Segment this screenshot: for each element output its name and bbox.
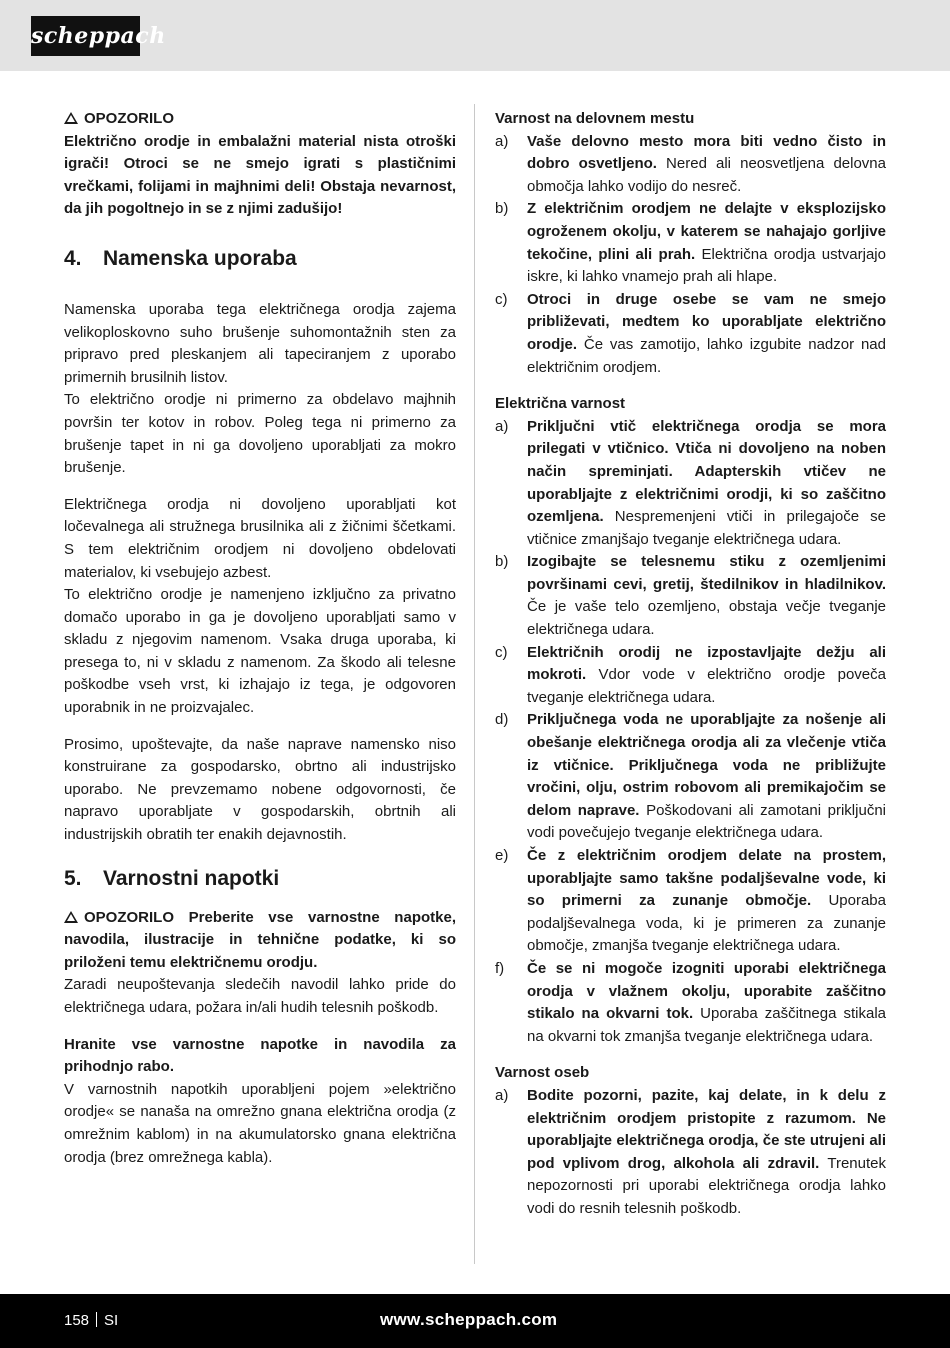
list-item bbox=[495, 131, 886, 199]
list-item-text bbox=[527, 551, 886, 641]
list-item-bold: Če se ni mogoče izogniti uporabi električnega orodja v vlažnem okolju, uporabite zaščitno stikalo na okvarni tok. bbox=[527, 959, 886, 1023]
left-column bbox=[64, 108, 456, 1169]
list-item-label: a) bbox=[495, 132, 509, 150]
list-item-label: f) bbox=[495, 959, 505, 977]
header-bar bbox=[0, 0, 950, 71]
list-item-normal: Poškodovani ali zamotani priključni vodi povečujejo tveganje električnega udara. bbox=[527, 801, 886, 842]
list-item-text bbox=[527, 131, 886, 199]
list-item bbox=[495, 198, 886, 288]
list-item-normal: Uporaba podaljševalnega voda, ki je primeren za zunanje območje, zmanjša tveganje električnega udara. bbox=[527, 892, 886, 955]
list-item-label: c) bbox=[495, 290, 508, 308]
warning-instruction: OPOZORILO Preberite vse varnostne napotke, navodila, ilustracije in tehnične podatke, ki so priloženi temu električnemu orodju. bbox=[64, 908, 456, 971]
list-item-bold: Priključni vtič električnega orodja se mora prilegati v vtičnico. Vtiča ni dovoljeno na noben način spreminjati. Adapterskih vtičev ne uporabljajte z električnimi orodji, ki so zaščitno ozemljena. bbox=[527, 417, 886, 526]
list-item bbox=[495, 709, 886, 845]
list-item-normal: Če vas zamotijo, lahko izgubite nadzor nad električnim orodjem. bbox=[527, 335, 886, 376]
list-item bbox=[495, 1085, 886, 1221]
list-item-text bbox=[527, 958, 886, 1048]
page-number: 158 SI bbox=[64, 1312, 119, 1329]
paragraph: To električno orodje je namenjeno izključno za privatno domačo uporabo in ga je dovoljeno uporabljati samo v skladu z njegovim namenom. Vsaka druga uporaba, ki presega to, ni v skladu z namenom. Za škodo ali telesne poškodbe vseh vrst, ki izhajajo iz tega, je odgovoren uporabnik in ne proizvajalec. bbox=[64, 586, 456, 717]
list-item-text bbox=[527, 198, 886, 288]
list-item-bold: Če z električnim orodjem delate na prostem, uporabljajte samo takšne podaljševalne vode, ki so primerni za zunanje območje. bbox=[527, 847, 886, 910]
list-item-normal: Uporaba zaščitnega stikala na okvarni tok zmanjša tveganje električnega udara. bbox=[527, 1005, 886, 1045]
paragraph: Električnega orodja ni dovoljeno uporabljati kot ločevalnega ali stružnega brusilnika ali z žičnimi ščetkami. S tem električnim orodjem ni dovoljeno obdelovati materialov, ki vsebujejo azbest. bbox=[64, 495, 456, 581]
brand-logo: scheppach bbox=[31, 16, 140, 56]
list-item-bold: Vaše delovno mesto mora biti vedno čisto in dobro osvetljeno. bbox=[527, 132, 886, 173]
warning-icon bbox=[64, 911, 78, 923]
list-item-text bbox=[527, 289, 886, 379]
list-item bbox=[495, 551, 886, 641]
column-divider bbox=[474, 104, 475, 1264]
paragraph: V varnostnih napotkih uporabljeni pojem »električno orodje« se nanaša na omrežno gnana električna orodja (z omrežnim kablom) in na akumulatorsko gnana električna orodja (brez omrežnega kabla). bbox=[64, 1080, 456, 1166]
list-item-text bbox=[527, 416, 886, 552]
website-link[interactable]: www.scheppach.com bbox=[380, 1310, 558, 1329]
subsection-title: Električna varnost bbox=[495, 395, 626, 413]
list-item-normal: Nered ali neosvetljena delovna območja lahko vodijo do nesreč. bbox=[527, 155, 886, 195]
warning-text: Električno orodje in embalažni material nista otroški igrači! Otroci se ne smejo igrati s plastičnimi vrečkami, folijami in majhnimi deli! Obstaja nevarnost, da jih pogoltnejo in se z njimi zadušijo! bbox=[64, 132, 456, 218]
subsection-title: Varnost oseb bbox=[495, 1064, 590, 1082]
footer-bar bbox=[0, 1294, 950, 1348]
list-item-text bbox=[527, 845, 886, 958]
right-column bbox=[495, 108, 886, 1221]
warning-icon bbox=[64, 112, 78, 124]
subsection-title: Varnost na delovnem mestu bbox=[495, 110, 695, 127]
list-item-label: c) bbox=[495, 643, 508, 661]
list-item-normal: Če je vaše telo ozemljeno, obstaja večje tveganje električnega udara. bbox=[527, 598, 886, 639]
list-item bbox=[495, 289, 886, 379]
section-heading-4: 4. Namenska uporaba bbox=[64, 246, 297, 270]
list-item-label: b) bbox=[495, 553, 509, 571]
warning-heading: OPOZORILO bbox=[64, 108, 456, 131]
list-item-label: a) bbox=[495, 417, 509, 435]
list-item-label: e) bbox=[495, 847, 509, 864]
electrical-list bbox=[495, 416, 886, 1049]
list-item-label: d) bbox=[495, 711, 509, 729]
list-item-bold: Bodite pozorni, pazite, kaj delate, in k delu z električnim orodjem pristopite z razumom. Ne uporabljajte električnega orodja, če ste utrujeni ali pod vplivom drog, alkohola ali zdravil. bbox=[527, 1086, 886, 1172]
list-item bbox=[495, 642, 886, 710]
paragraph: Namenska uporaba tega električnega orodja zajema velikoploskovno suho brušenje suhomontažnih sten za pripravo pred pleskanjem ali tapeciranjem z uporabo primernih brusilnih listov. bbox=[64, 300, 456, 386]
list-item-normal: Vdor vode v električno orodje poveča tveganje električnega udara. bbox=[527, 666, 886, 706]
list-item-bold: Otroci in druge osebe se vam ne smejo približevati, medtem ko uporabljate električno orodje. bbox=[527, 290, 886, 353]
list-item bbox=[495, 958, 886, 1048]
list-item-label: b) bbox=[495, 200, 509, 218]
keep-instructions-heading: Hranite vse varnostne napotke in navodila za prihodnjo rabo. bbox=[64, 1035, 456, 1076]
paragraph: Prosimo, upoštevajte, da naše naprave namensko niso konstruirane za gospodarsko, obrtno ali industrijsko uporabo. Ne prevzemamo nobene odgovornosti, če napravo uporabljate v gospodarskih, obrtnih ali industrijskih obratih ter enakih dejavnostih. bbox=[64, 735, 456, 844]
list-item-bold: Izogibajte se telesnemu stiku z ozemljenimi površinami cevi, gretij, štedilnikov in hladilnikov. bbox=[527, 553, 886, 593]
separator bbox=[96, 1312, 97, 1327]
list-item-bold: Z električnim orodjem ne delajte v eksplozijsko ogroženem okolju, v katerem se nahajajo gorljive tekočine, plini ali prah. bbox=[527, 200, 886, 263]
list-item-text bbox=[527, 709, 886, 845]
list-item bbox=[495, 416, 886, 552]
paragraph: Zaradi neupoštevanja sledečih navodil lahko pride do električnega udara, požara in/ali hudih telesnih poškodb. bbox=[64, 976, 456, 1016]
list-item-bold: Električnih orodij ne izpostavljajte dežju ali mokroti. bbox=[527, 643, 886, 684]
list-item-normal: Električna orodja ustvarjajo iskre, ki lahko vnamejo prah ali hlape. bbox=[527, 245, 886, 286]
list-item-label: a) bbox=[495, 1086, 509, 1104]
workplace-list bbox=[495, 131, 886, 380]
list-item-normal: Trenutek nepozornosti pri uporabi električnega orodja lahko vodi do resnih telesnih poškodb. bbox=[527, 1154, 886, 1217]
paragraph: To električno orodje ni primerno za obdelavo majhnih površin ter kotov in robov. Poleg tega ni primerno za brušenje tapet in ni ga dovoljeno uporabljati za mokro brušenje. bbox=[64, 391, 456, 477]
section-heading-5: 5. Varnostni napotki bbox=[64, 866, 280, 890]
list-item bbox=[495, 845, 886, 958]
list-item-text bbox=[527, 642, 886, 710]
list-item-normal: Nespremenjeni vtiči in prilegajoče se vtičnice zmanjšajo tveganje električnega udara. bbox=[527, 508, 886, 548]
list-item-bold: Priključnega voda ne uporabljajte za nošenje ali obešanje električnega orodja ali za vlečenje vtiča iz vtičnice. Priključnega voda ne približujte vročini, olju, ostrim robovom ali premikajočim se delom naprave. bbox=[527, 711, 886, 819]
list-item-text bbox=[527, 1085, 886, 1221]
persons-list bbox=[495, 1085, 886, 1221]
